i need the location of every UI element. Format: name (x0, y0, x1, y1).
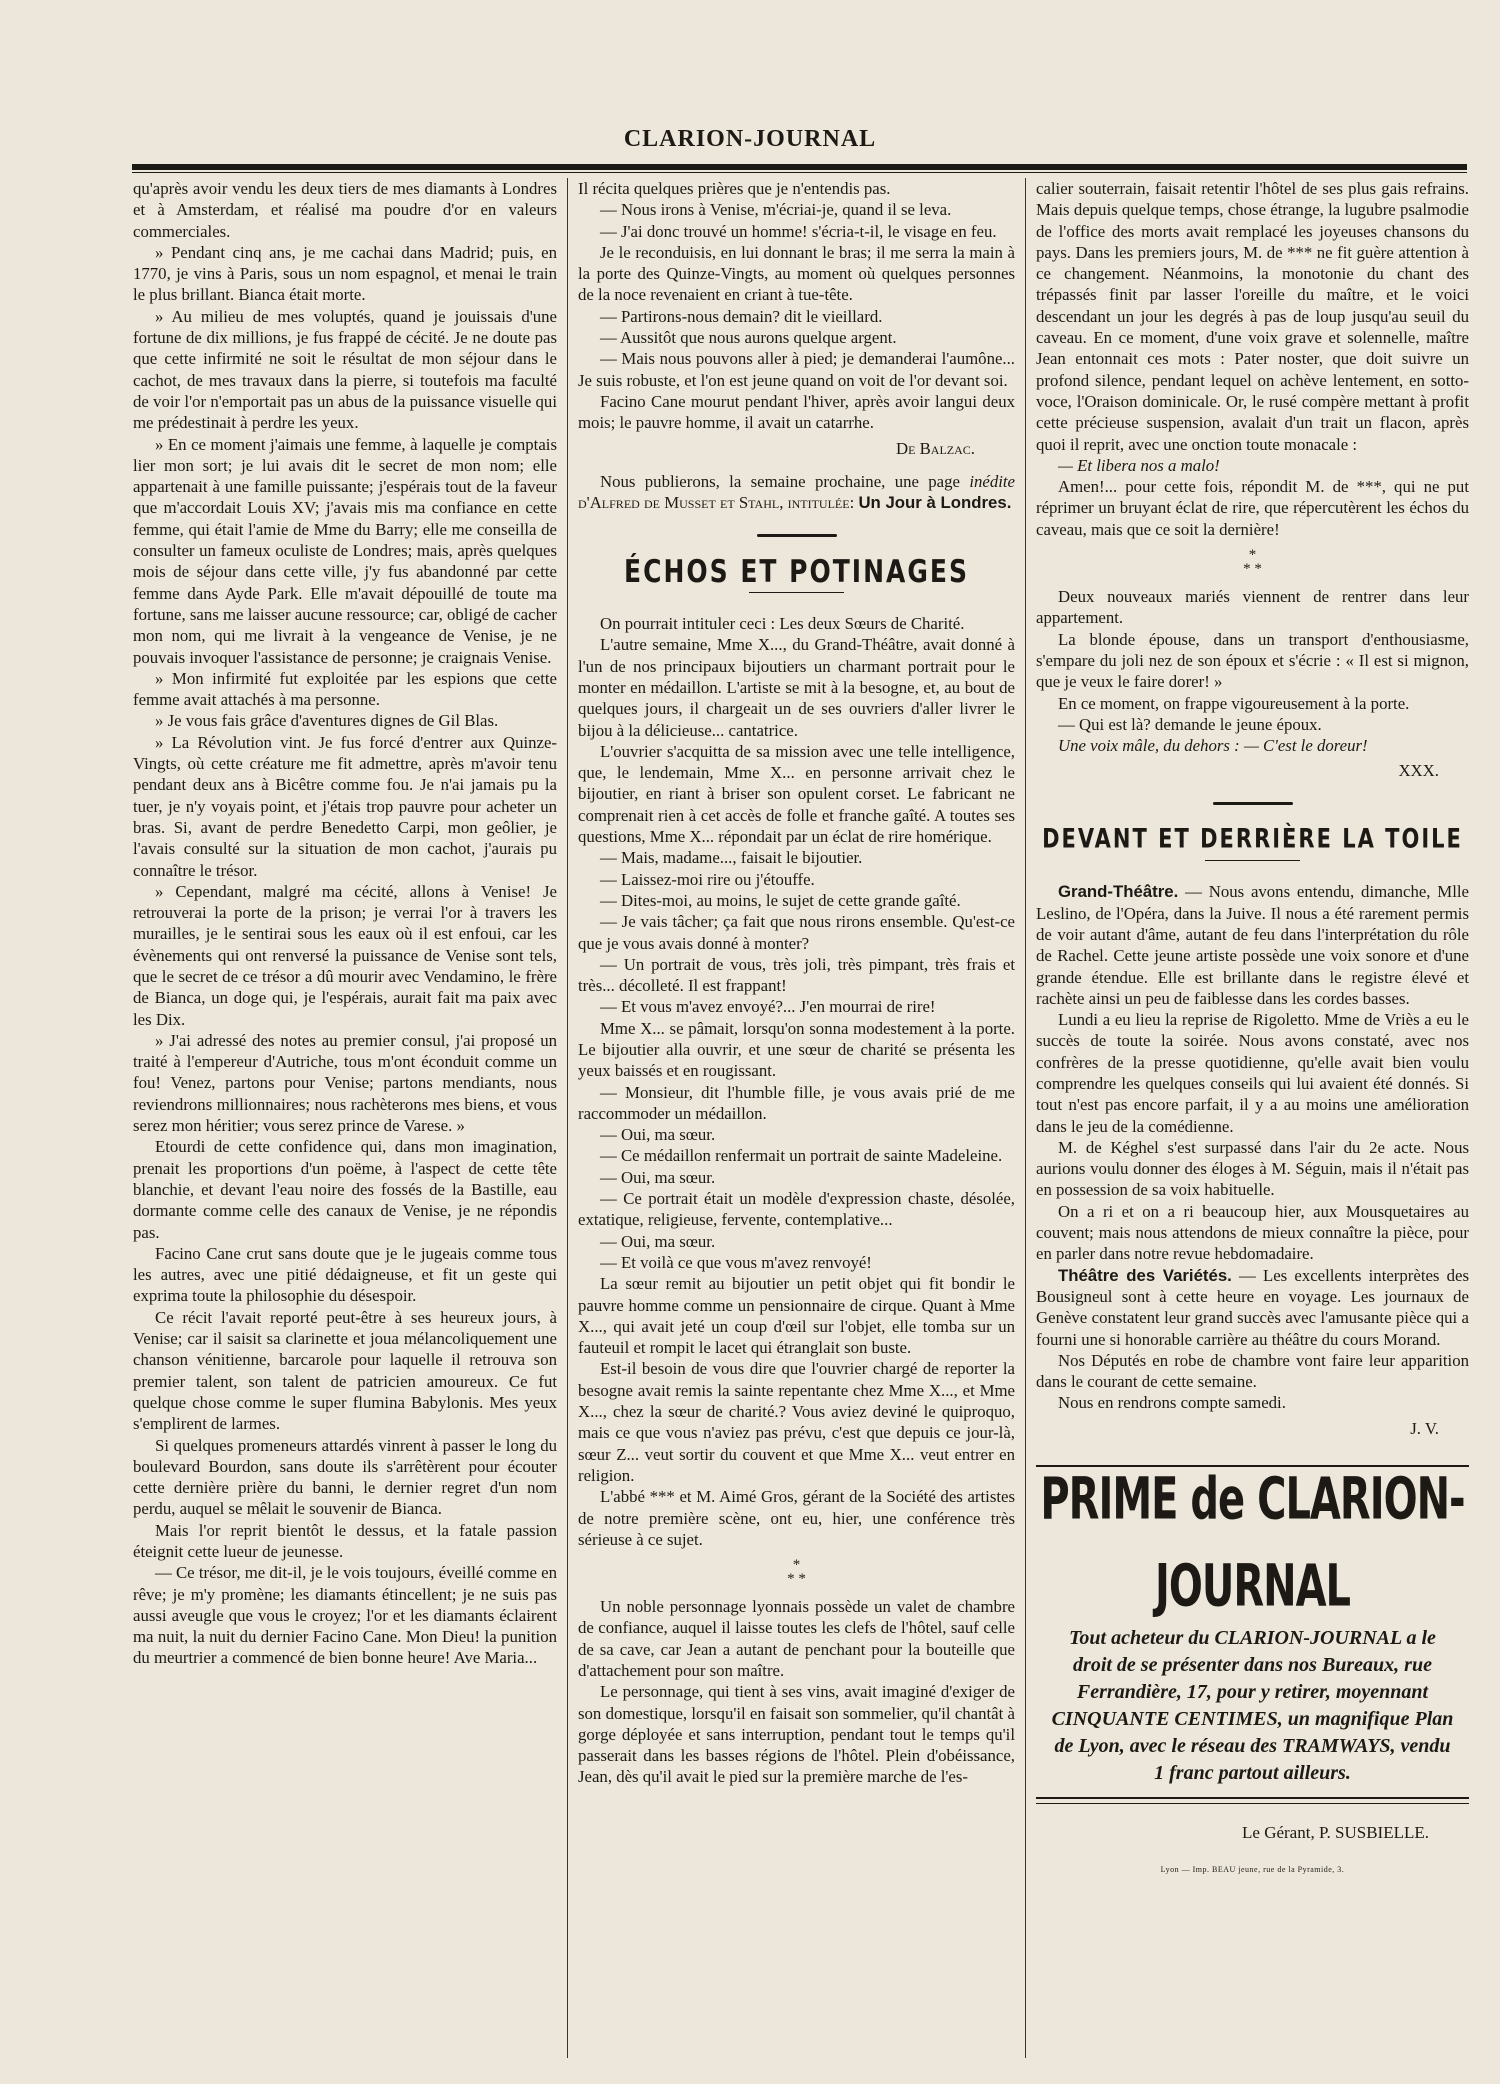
paragraph: Ce récit l'avait reporté peut-être à ses heureux jours, à Venise; car il saisit sa clarinette et joua mélancoliquement une chanson vénitienne, barcarole pour laquelle il retrouva son premier talent, son talent de patricien amoureux. Ce fut quelque chose comme le super flumina Babylonis. Mes yeux s'emplirent de larmes. (133, 1307, 557, 1434)
masthead-rule-thin (132, 172, 1467, 173)
prime-advertisement (1036, 1465, 1469, 1804)
paragraph: — Mais nous pouvons aller à pied; je demanderai l'aumône... Je suis robuste, et l'on est jeune quand on voit de l'or devant soi. (578, 349, 1015, 390)
asterism: * * * (1243, 547, 1262, 578)
paragraph: L'autre semaine, Mme X..., du Grand-Théâtre, avait donné à l'un de nos principaux bijoutiers un charmant portrait pour le monter en médaillon. L'artiste se mit à la besogne, et, au bout de quelques jours, il chargeait un de ses ouvriers d'aller livrer le bijou à la délicieuse... cantatrice. (578, 635, 1015, 740)
paragraph: — Monsieur, dit l'humble fille, je vous avais prié de me raccommoder un médaillon. (578, 1082, 1015, 1123)
paragraph: » Pendant cinq ans, je me cachai dans Madrid; puis, en 1770, je vins à Paris, sous un nom espagnol, et menai le train le plus brillant. Bianca était morte. (133, 242, 557, 305)
paragraph: Si quelques promeneurs attardés vinrent à passer le long du boulevard Bourdon, sans doute ils s'arrêtèrent pour écouter cette dernière prière du banni, le dernier regret d'un nom perdu, auquel se mêlait le souvenir de Bianca. (133, 1435, 557, 1519)
paragraph: Deux nouveaux mariés viennent de rentrer dans leur appartement. (1036, 587, 1469, 628)
paragraph: — Aussitôt que nous aurons quelque argent. (600, 328, 897, 348)
paragraph: » Au milieu de mes voluptés, quand je jouissais d'une fortune de dix millions, je fus frappé de cécité. Je ne doute pas que cette infirmité ne soit le résultat de mon séjour dans le cachot, de mes travaux dans la pierre, si toutefois ma faculté de voir l'or n'emportait pas un abus de la puissance visuelle qui me prédestinait à perdre les yeux. (133, 306, 557, 433)
column-separator (1025, 178, 1026, 2058)
varietes-paragraph (1036, 1265, 1469, 1350)
asterism: * * * (787, 1557, 806, 1588)
paragraph: » La Révolution vint. Je fus forcé d'entrer aux Quinze-Vingts, où cette créature me fit admettre, après m'avoir tenu pendant deux ans à Bicêtre comme fou. Je n'ai jamais pu la tuer, je n'y voyais point, et j'étais trop pauvre pour acheter un bras. Si, avant de perdre Benedetto Carpi, mon geôlier, je l'avais consulté sur la situation de mon cachot, j'aurais pu connaître le trésor. (133, 732, 557, 880)
paragraph: — Et voilà ce que vous m'avez renvoyé! (600, 1252, 872, 1272)
section-ornament (578, 523, 1015, 544)
title-rule (1205, 860, 1300, 861)
column-3 (1036, 178, 1469, 2064)
paragraph: La blonde épouse, dans un transport d'enthousiasme, s'empare du joli nez de son époux et s'écrie : « Il est si mignon, que je veux le faire dorer! » (1036, 629, 1469, 692)
paragraph: — Oui, ma sœur. (600, 1231, 716, 1251)
paragraph: » Je vous fais grâce d'aventures dignes de Gil Blas. (155, 711, 499, 731)
jv-signature: J. V. (1410, 1418, 1439, 1438)
grand-theatre-text: — Nous avons entendu, dimanche, Mlle Leslino, de l'Opéra, dans la Juive. Il nous a été rarement permis de voir autant d'âme, autant de feu dans l'interprétation du rôle de Rachel. Cette jeune artiste possède une voix sonore et d'une grande étendue. Elle est brillante dans le registre élevé et rachète ainsi un peu de faiblesse dans les cordes basses. (1036, 882, 1469, 1008)
title-rule (749, 592, 844, 593)
paragraph: Facino Cane mourut pendant l'hiver, après avoir langui deux mois; le pauvre homme, il avait un catarrhe. (578, 391, 1015, 433)
column-1 (133, 178, 557, 2064)
gerant-signature: Le Gérant, P. SUSBIELLE. (1242, 1823, 1429, 1843)
paragraph: — Ce portrait était un modèle d'expression chaste, désolée, extatique, religieuse, fervente, contemplative... (578, 1189, 1015, 1230)
paragraph: Nous en rendrons compte samedi. (1058, 1393, 1286, 1413)
section-ornament (1036, 792, 1469, 813)
notice-inedite: inédite (969, 471, 1015, 491)
prime-rule-bottom-2 (1036, 1803, 1469, 1804)
paragraph: Une voix mâle, du dehors : — C'est le doreur! (1058, 736, 1368, 756)
paragraph: Lundi a eu lieu la reprise de Rigoletto. Mme de Vriès a eu le succès de toute la soirée. Nous avons constaté, avec nos confrères de la presse quotidienne, qu'elle avait bien voulu comprendre les quelques conseils qui lui avaient été donnés. Si tout n'est pas encore parfait, il y a au moins une amélioration dans le jeu de la comédienne. (1036, 1010, 1469, 1136)
paragraph: — Et libera nos a malo! (1058, 455, 1220, 475)
varietes-text: — Les excellents interprètes des Bousigneul sont à cette heure en voyage. Les journaux de Genève constatent leur grand succès avec l'amusante pièce qui a fourni une si honorable carrière au théâtre du cours Morand. (1036, 1265, 1469, 1349)
author-signature: De Balzac. (895, 438, 975, 458)
toile-title: DEVANT ET DERRIÈRE LA TOILE (1042, 823, 1463, 854)
xxx-signature: XXX. (1398, 761, 1439, 781)
paragraph: — J'ai donc trouvé un homme! s'écria-t-il, le visage en feu. (600, 221, 997, 241)
paragraph: Je le reconduisis, en lui donnant le bras; il me serra la main à la porte des Quinze-Vingts, au moment où quelques personnes de la noce revenaient en criant à tue-tête. (578, 242, 1015, 305)
paragraph: Mais l'or reprit bientôt le dessus, et la fatale passion éteignit cette lueur de jeunesse. (133, 1520, 557, 1561)
paragraph: — Qui est là? demande le jeune époux. (1058, 714, 1322, 734)
paragraph: — Oui, ma sœur. (600, 1167, 716, 1187)
paragraph: — Et vous m'avez envoyé?... J'en mourrai de rire! (600, 997, 936, 1017)
paragraph: En ce moment, on frappe vigoureusement à la porte. (1058, 693, 1410, 713)
prime-rule-bottom (1036, 1797, 1469, 1799)
masthead: CLARION-JOURNAL (623, 126, 877, 152)
paragraph: M. de Kéghel s'est surpassé dans l'air du 2e acte. Nous aurions voulu donner des éloges à M. Séguin, mais il n'était pas en possession de sa voix habituelle. (1036, 1137, 1469, 1200)
paragraph: On pourrait intituler ceci : Les deux Sœurs de Charité. (600, 614, 965, 634)
grand-theatre-heading: Grand-Théâtre. (1058, 882, 1179, 902)
paragraph: — Nous irons à Venise, m'écriai-je, quand il se leva. (600, 200, 952, 220)
paragraph: L'ouvrier s'acquitta de sa mission avec une telle intelligence, que, le lendemain, Mme X... en personne arrivait chez le bijoutier, en riant à briser son opulent corset. Le fabricant ne comprenait rien à cet accès de folle et franche gaîté. A toutes ses questions, Mme X... répondait par un éclat de rire homérique. (578, 741, 1015, 847)
prime-title: PRIME de CLARION-JOURNAL (1040, 1466, 1465, 1620)
paragraph: On a ri et on a ri beaucoup hier, aux Mousquetaires au couvent; mais nous attendons de mieux connaître la pièce, pour en parler dans notre revue hebdomadaire. (1036, 1201, 1469, 1264)
paragraph: » Cependant, malgré ma cécité, allons à Venise! Je retrouverai la porte de la prison; je verrai l'or à travers les murailles, je le sentirai sous les eaux où il est enfoui, car les évènements qui ont renversé la puissance de Venise sont tels, que le secret de ce trésor a dû mourir avec Vendamino, le frère de Bianca, un doge qui, je l'espérais, aurait fait ma paix avec les Dix. (133, 881, 557, 1029)
paragraph: calier souterrain, faisait retentir l'hôtel de ses plus gais refrains. Mais depuis quelque temps, chose étrange, la lugubre psalmodie de l'office des morts avait remplacé les joyeuses chansons du pays. Dans les premiers jours, M. de *** ne fit guère attention à ce changement. Néanmoins, la monotonie du chant des trépassés finit par lasser l'oreille du maître, et le voici descendant un jour les degrés à pas de loup jusqu'au seuil du caveau. En ce moment, d'une voix grave et solennelle, maître Jean entonnait ces mots : Pater noster, que doit suivre un profond silence, pendant lequel on achève lentement, en sotto-voce, l'Oraison dominicale. Or, le rusé compère mettant à profit cette précieuse suspension, avalait d'un trait un flacon, après quoi il reprit, avec une onction toute monacale : (1036, 179, 1469, 454)
paragraph: — Dites-moi, au moins, le sujet de cette grande gaîté. (600, 890, 961, 910)
echos-title: ÉCHOS ET POTINAGES (624, 553, 969, 590)
paragraph: Mme X... se pâmait, lorsqu'on sonna modestement à la porte. Le bijoutier alla ouvrir, et une sœur de charité se présenta les yeux baissés et en rougissant. (578, 1018, 1015, 1081)
paragraph: — Partirons-nous demain? dit le vieillard. (600, 306, 883, 326)
paragraph: — Ce trésor, me dit-il, je le vois toujours, éveillé comme en rêve; je m'y promène; les diamants étincellent; je ne suis pas aussi aveugle que vous le croyez; l'or et les diamants éclairent ma nuit, la nuit du dernier Facino Cane. Mon Dieu! la punition du meurtrier a commencé de bien bonne heure! Ave Maria... (133, 1563, 557, 1668)
notice-authors: d'Alfred de Musset et Stahl, intitulée: (578, 493, 859, 513)
paragraph: Est-il besoin de vous dire que l'ouvrier chargé de reporter la besogne avait remis la sainte repentante chez Mme X..., et Mme X..., chez la sœur de charité.? Vous aviez deviné le quiproquo, mais ce que vous n'aviez pas prévu, c'est que depuis ce jour-là, sœur Z... veut sortir du couvent et que Mme X... veut entrer en religion. (578, 1359, 1015, 1485)
grand-theatre-paragraph (1036, 881, 1469, 1009)
notice-title: Un Jour à Londres. (858, 493, 1012, 513)
paragraph: » J'ai adressé des notes au premier consul, j'ai proposé un traité à l'empereur d'Autriche, tous m'ont éconduit comme un fou! Venez, partons pour Venise; partons mendiants, nous reviendrons millionnaires; nous rachèterons mes biens, et vous serez mon héritier; vous serez prince de Varese. » (133, 1030, 557, 1136)
paragraph: Le personnage, qui tient à ses vins, avait imaginé d'exiger de son domestique, lorsqu'il en faisait son sommelier, qu'il chantât à gorge déployée et sans interruption, pendant tout le temps qu'il passerait dans les basses régions de l'hôtel. Plein d'obéissance, Jean, dès qu'il avait le pied sur la première marche de l'es- (578, 1682, 1015, 1787)
ornament-line (757, 534, 837, 537)
column-separator (567, 178, 568, 2058)
paragraph: Un noble personnage lyonnais possède un valet de chambre de confiance, auquel il laisse toutes les clefs de l'hôtel, sauf celle de sa cave, car Jean a autant de penchant pour la bouteille que d'attachement pour son maître. (578, 1597, 1015, 1680)
paragraph: L'abbé *** et M. Aimé Gros, gérant de la Société des artistes de notre première scène, ont eu, hier, une conférence très sérieuse à ce sujet. (578, 1487, 1015, 1549)
paragraph: — Je vais tâcher; ça fait que nous rirons ensemble. Qu'est-ce que je vous avais donné à monter? (578, 912, 1015, 953)
ornament-line (1213, 802, 1293, 805)
paragraph: — Oui, ma sœur. (600, 1125, 716, 1145)
paragraph: — Mais, madame..., faisait le bijoutier. (600, 848, 863, 868)
paragraph: » Mon infirmité fut exploitée par les espions que cette femme avait attachés à ma personne. (133, 668, 557, 710)
paragraph: Etourdi de cette confidence qui, dans mon imagination, prenait les proportions d'un poëme, à l'aspect de cette tête blanchie, et devant l'eau noire des fossés de la Bastille, eau dormante comme celle des canaux de Venise, je ne répondis pas. (133, 1137, 557, 1242)
paragraph: La sœur remit au bijoutier un petit objet qui fit bondir le pauvre homme comme un pensionnaire de cirque. Quant à Mme X..., qui avait jeté un coup d'œil sur l'objet, elle tomba sur un fauteuil et rompit le lacet qui étranglait son buste. (578, 1274, 1015, 1358)
varietes-heading: Théâtre des Variétés. (1058, 1265, 1232, 1285)
paragraph: — Ce médaillon renfermait un portrait de sainte Madeleine. (600, 1146, 1003, 1166)
publication-notice (578, 471, 1015, 514)
column-2 (578, 178, 1015, 2064)
notice-lead: Nous publierons, la semaine prochaine, une page (600, 471, 970, 491)
paragraph: — Un portrait de vous, très joli, très pimpant, très frais et très... décolleté. Il est frappant! (578, 954, 1015, 996)
paragraph: — Laissez-moi rire ou j'étouffe. (600, 869, 815, 889)
paragraph: Amen!... pour cette fois, répondit M. de ***, qui ne put réprimer un bruyant éclat de rire, que répercutèrent les échos du caveau, mais que ce soit la dernière! (1036, 477, 1469, 539)
printer-imprint: Lyon — Imp. BEAU jeune, rue de la Pyramide, 3. (1160, 1865, 1345, 1875)
paragraph: Il récita quelques prières que je n'entendis pas. (578, 179, 891, 198)
paragraph: qu'après avoir vendu les deux tiers de mes diamants à Londres et à Amsterdam, et réalisé ma poudre d'or en valeurs commerciales. (133, 179, 557, 241)
masthead-rule (132, 164, 1467, 170)
paragraph: » En ce moment j'aimais une femme, à laquelle je comptais lier mon sort; je lui avais dit le secret de mon nom; elle appartenait à une famille puissante; j'espérais tout de la faveur que m'accordait Louis XV; j'avais mis ma confiance en cette femme, qui était l'amie de Mme du Barry; elle me conseilla de consulter un fameux oculiste de Londres; mais, après quelques mois de séjour dans cette ville, j'y fus abandonné par cette femme dans Ayde Park. Elle m'avait dépouillé de toute ma fortune, sans me laisser aucune ressource; car, obligé de cacher mon nom, qui me livrait à la vengeance de Venise, je ne pouvais invoquer l'assistance de personne; je craignais Venise. (133, 434, 557, 667)
paragraph: Nos Députés en robe de chambre vont faire leur apparition dans le courant de cette semaine. (1036, 1350, 1469, 1392)
prime-text: Tout acheteur du CLARION-JOURNAL a le droit de se présenter dans nos Bureaux, rue Ferrandière, 17, pour y retirer, moyennant CINQUANTE CENTIMES, un magnifique Plan de Lyon, avec le réseau des TRAMWAYS, vendu 1 franc partout ailleurs. (1051, 1627, 1454, 1785)
paragraph: Facino Cane crut sans doute que je le jugeais comme tous les autres, avec une pitié dédaigneuse, et fit un geste qui exprima toute la philosophie du désespoir. (133, 1243, 557, 1306)
